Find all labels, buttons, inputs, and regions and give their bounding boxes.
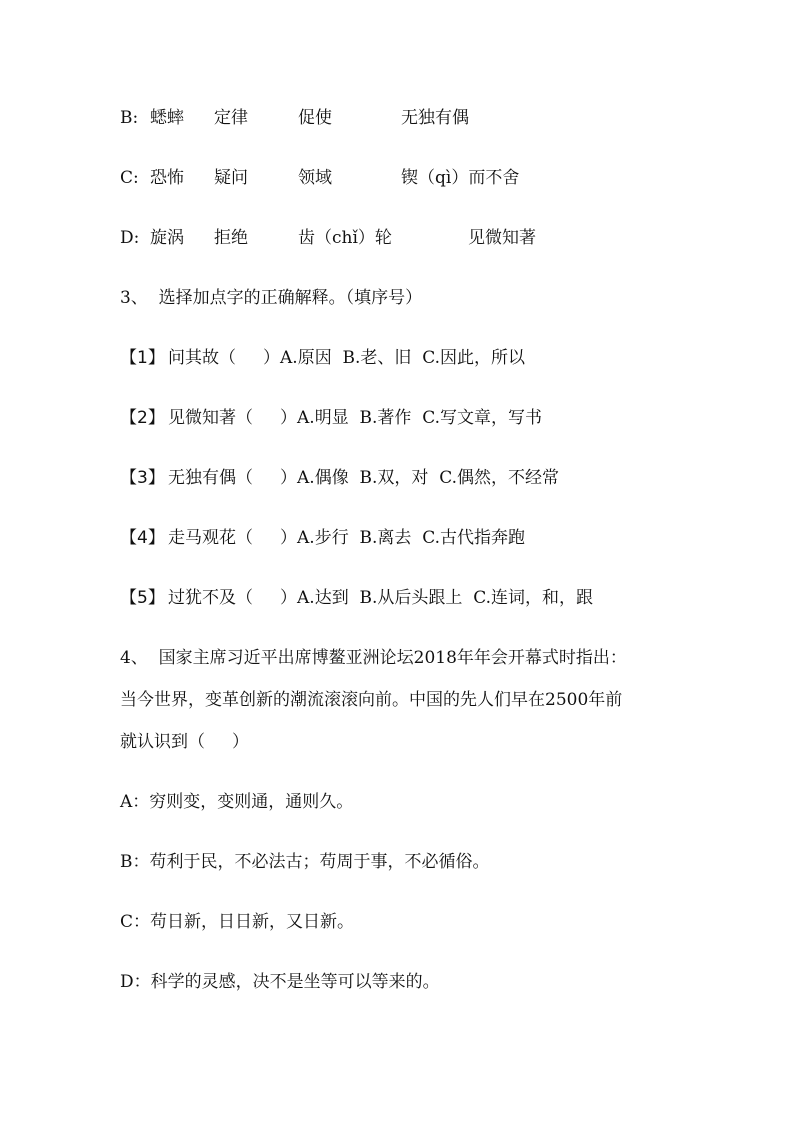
option-label: D:: [120, 228, 140, 248]
word-4: 无独有偶: [401, 108, 469, 128]
q4-option-c: C：苟日新，日日新，又日新。: [120, 912, 355, 932]
q3-item: [120, 346, 526, 370]
item-text: 问其故（ ）A.原因 B.老、旧 C.因此，所以: [168, 348, 526, 368]
item-text: 见微知著（ ）A.明显 B.著作 C.写文章，写书: [168, 408, 543, 428]
option-label: B:: [120, 108, 139, 128]
q3-stem: 3、 选择加点字的正确解释。（填序号）: [120, 288, 423, 308]
word-4: 见微知著: [468, 228, 536, 248]
q2-option-c: [120, 166, 520, 190]
q3-item: [120, 406, 543, 430]
item-number: 【1】: [120, 348, 165, 368]
q4-stem-line-1: 4、 国家主席习近平出席博鳌亚洲论坛2018年年会开幕式时指出：: [120, 648, 627, 668]
word-2: 定律: [214, 108, 248, 128]
q3-item: [120, 466, 560, 490]
item-number: 【5】: [120, 588, 165, 608]
word-4: 锲（qì）而不舍: [401, 168, 520, 188]
q4-option-a: A：穷则变，变则通，通则久。: [120, 792, 354, 812]
q4-stem-line-3: 就认识到（ ）: [120, 732, 250, 752]
item-text: 无独有偶（ ）A.偶像 B.双，对 C.偶然，不经常: [168, 468, 560, 488]
q4-stem-line-2: 当今世界，变革创新的潮流滚滚向前。中国的先人们早在2500年前: [120, 690, 623, 710]
q4-option-b: B：苟利于民，不必法古；苟周于事，不必循俗。: [120, 852, 490, 872]
word-1: 旋涡: [150, 228, 184, 248]
q2-option-d: [120, 226, 536, 250]
word-3: 促使: [298, 108, 332, 128]
q3-item: [120, 526, 526, 550]
word-2: 疑问: [214, 168, 248, 188]
q3-item: [120, 586, 594, 610]
item-text: 过犹不及（ ）A.达到 B.从后头跟上 C.连词，和，跟: [168, 588, 594, 608]
word-1: 蟋蟀: [150, 108, 184, 128]
word-2: 拒绝: [214, 228, 248, 248]
word-3: 齿（chǐ）轮: [298, 228, 392, 248]
word-3: 领域: [298, 168, 332, 188]
option-label: C:: [120, 168, 139, 188]
item-number: 【4】: [120, 528, 165, 548]
item-number: 【3】: [120, 468, 165, 488]
q2-option-b: [120, 106, 469, 130]
word-1: 恐怖: [150, 168, 184, 188]
item-number: 【2】: [120, 408, 165, 428]
item-text: 走马观花（ ）A.步行 B.离去 C.古代指奔跑: [168, 528, 526, 548]
q4-option-d: D：科学的灵感，决不是坐等可以等来的。: [120, 972, 440, 992]
